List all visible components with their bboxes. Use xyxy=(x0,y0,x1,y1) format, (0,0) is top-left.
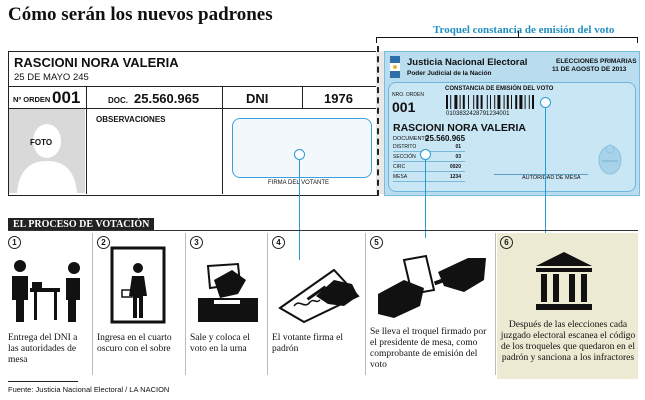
step-number: 3 xyxy=(190,236,203,249)
step-number: 6 xyxy=(500,236,513,249)
step-number: 4 xyxy=(272,236,285,249)
step-number: 5 xyxy=(370,236,383,249)
doc-value: 25.560.965 xyxy=(134,91,200,106)
national-shield-icon xyxy=(596,142,624,176)
signature-label: FIRMA DEL VOTANTE xyxy=(268,180,330,186)
troquel-sub: Poder Judicial de la Nación xyxy=(407,70,492,77)
election-date: 11 DE AGOSTO DE 2013 xyxy=(552,66,627,73)
voter-at-table-icon xyxy=(10,258,88,324)
divider xyxy=(8,381,78,382)
process-header: EL PROCESO DE VOTACIÓN xyxy=(8,218,154,231)
perforation-line xyxy=(377,46,379,196)
step-divider xyxy=(185,233,186,375)
troquel-org: Justicia Nacional Electoral xyxy=(407,57,528,68)
connector-dot xyxy=(540,97,551,108)
troquel-bracket-tick xyxy=(518,31,519,38)
troquel-bracket xyxy=(376,37,638,38)
troquel-row-circ: CIRC 0020 xyxy=(393,162,465,172)
troquel-title: Troquel constancia de emisión del voto xyxy=(433,24,615,36)
doc-type: DNI xyxy=(246,91,269,106)
troquel-row-seccion: SECCIÓN 03 xyxy=(393,152,465,162)
step-4-text: El votante firma el padrón xyxy=(272,333,343,354)
step-number: 2 xyxy=(97,236,110,249)
divider xyxy=(8,86,376,87)
step-divider xyxy=(495,233,496,375)
troquel-doc-value: 25.560.965 xyxy=(425,134,466,143)
step-number: 1 xyxy=(8,236,21,249)
class-year: 1976 xyxy=(324,91,353,106)
step-6-text: Después de las elecciones cada juzgado electoral escanea el código de los troqueles que quedaron en el padrón y sanciona a los infractores xyxy=(500,320,636,363)
divider xyxy=(8,230,638,231)
step-3-text: Sale y coloca el voto en la urna xyxy=(190,333,250,354)
divider xyxy=(302,86,303,108)
troquel-orden-label: NRO. ORDEN xyxy=(392,92,424,98)
source-credit: Fuente: Justicia Nacional Electoral / LA NACION xyxy=(8,385,170,394)
troquel-bracket-right xyxy=(637,37,638,43)
constancia-label: CONSTANCIA DE EMISIÓN DEL VOTO xyxy=(445,86,554,92)
troquel-voter-name: RASCIONI NORA VALERIA xyxy=(393,122,527,134)
divider xyxy=(222,86,223,108)
step-5-text: Se lleva el troquel firmado por el presidente de mesa, como comprobante de emisión del voto xyxy=(370,327,487,370)
troquel-row-mesa: MESA 1234 xyxy=(393,172,465,182)
step-divider xyxy=(365,233,366,375)
connector-line xyxy=(299,156,300,260)
voter-name: RASCIONI NORA VALERIA xyxy=(14,55,179,70)
person-silhouette-icon xyxy=(9,109,85,193)
troquel-row-distrito: DISTRITO 01 xyxy=(393,142,465,152)
doc-label: DOC. xyxy=(108,96,128,105)
booth-entry-icon xyxy=(108,246,170,324)
autoridad-label: AUTORIDAD DE MESA xyxy=(522,175,581,181)
barcode-icon xyxy=(446,95,550,109)
election-name: ELECCIONES PRIMARIAS xyxy=(556,58,637,65)
signature-box xyxy=(232,118,372,178)
handing-receipt-icon xyxy=(374,250,490,322)
step-1-text: Entrega del DNI a las autoridades de mesa xyxy=(8,333,78,365)
flag-emblem-icon xyxy=(390,56,400,78)
step-divider xyxy=(267,233,268,375)
step-2-text: Ingresa en el cuarto oscuro con el sobre xyxy=(97,333,172,354)
connector-dot xyxy=(294,149,305,160)
photo-placeholder xyxy=(9,109,85,193)
troquel-orden-value: 001 xyxy=(392,99,416,115)
signing-hand-icon xyxy=(276,262,360,324)
connector-dot xyxy=(420,149,431,160)
connector-line xyxy=(545,104,546,238)
divider xyxy=(86,86,87,194)
ballot-box-icon xyxy=(194,262,262,324)
troquel-doc-label: DOCUMENTO xyxy=(393,136,429,142)
observaciones-label: OBSERVACIONES xyxy=(96,115,166,124)
page-title: Cómo serán los nuevos padrones xyxy=(8,4,273,25)
voter-address: 25 DE MAYO 245 xyxy=(14,72,89,83)
orden-value: 001 xyxy=(52,88,81,107)
photo-label: FOTO xyxy=(30,138,53,147)
step-divider xyxy=(92,233,93,375)
orden-label: Nº ORDEN xyxy=(13,95,51,104)
troquel-bracket-left xyxy=(376,37,377,43)
connector-line xyxy=(425,156,426,238)
barcode-number: 0103832428791234001 xyxy=(446,111,510,117)
divider xyxy=(222,108,223,194)
courthouse-icon xyxy=(534,250,594,312)
